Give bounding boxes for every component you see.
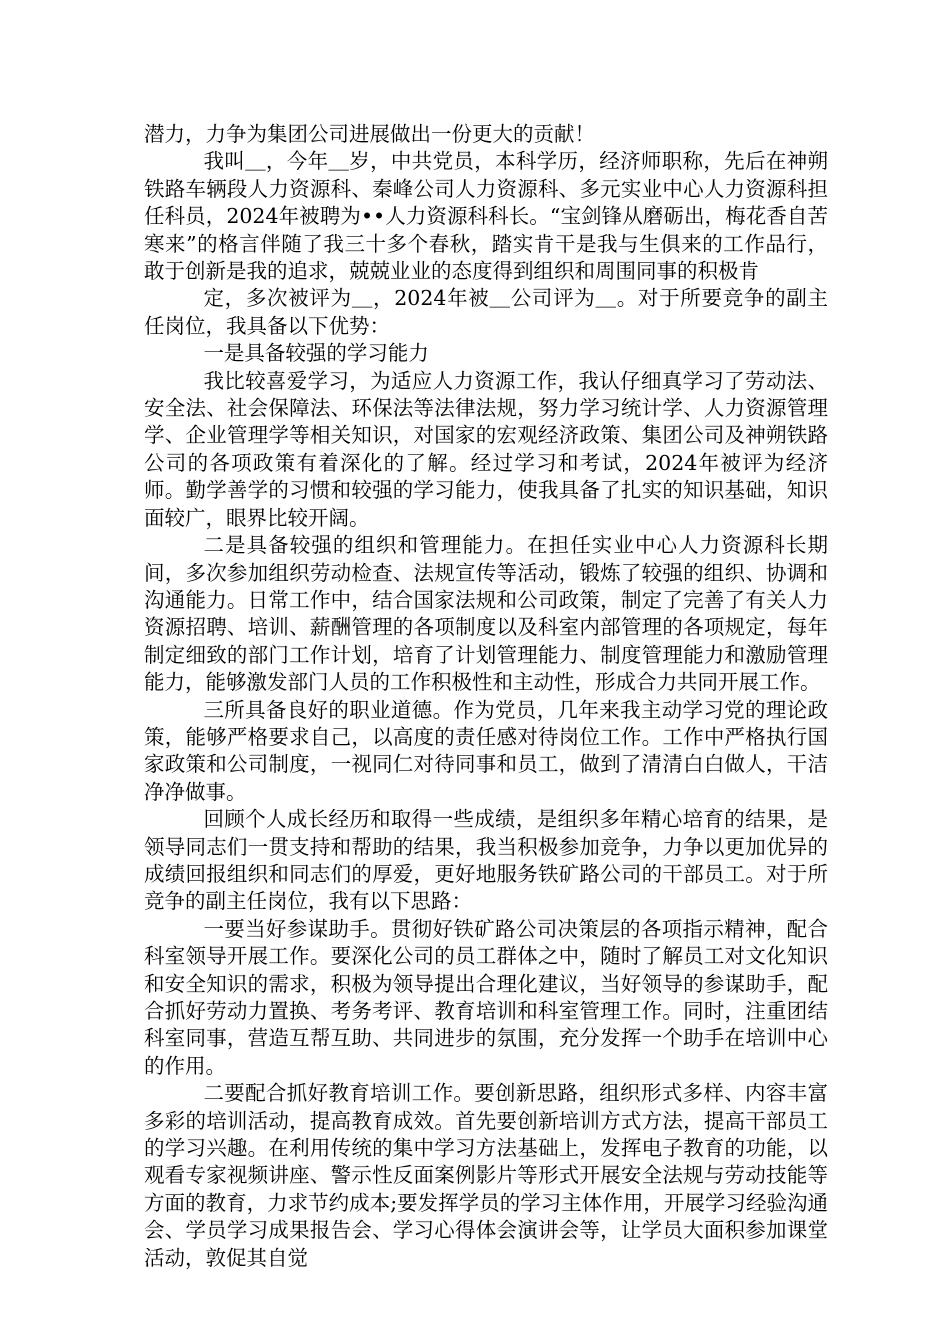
paragraph-plan-training: 二要配合抓好教育培训工作。要创新思路，组织形式多样、内容丰富多彩的培训活动，提高教育成效。首先要创新培训方式方法，提高干部员工的学习兴趣。在利用传统的集中学习方法基础上，发挥电子教育的功能，以观看专家视频讲座、警示性反面案例影片等形式开展安全法规与劳动技能等方面的教育，力求节约成本;要发挥学员的学习主体作用，开展学习经验沟通会、学员学习成果报告会、学习心得体会演讲会等，让学员大面积参加课堂活动，敦促其自觉 <box>144 1081 828 1270</box>
paragraph-self-introduction: 我叫＿，今年＿岁，中共党员，本科学历，经济师职称，先后在神朔铁路车辆段人力资源科、秦峰公司人力资源科、多元实业中心人力资源科担任科员，2024年被聘为••人力资源科科长。“宝剑锋从磨砺出，梅花香自苦寒来”的格言伴随了我三十多个春秋，踏实肯干是我与生俱来的工作品行，敢于创新是我的追求，兢兢业业的态度得到组织和周围同事的积极肯 <box>144 149 828 284</box>
paragraph-management-ability: 二是具备较强的组织和管理能力。在担任实业中心人力资源科长期间，多次参加组织劳动检查、法规宣传等活动，锻炼了较强的组织、协调和沟通能力。日常工作中，结合国家法规和公司政策，制定了完善了有关人力资源招聘、培训、薪酬管理的各项制度以及科室内部管理的各项规定，每年制定细致的部门工作计划，培育了计划管理能力、制度管理能力和激励管理能力，能够激发部门人员的工作积极性和主动性，形成合力共同开展工作。 <box>144 533 828 695</box>
paragraph-honors: 定，多次被评为＿，2024年被＿公司评为＿。对于所要竞争的副主任岗位，我具备以下优势： <box>144 286 828 338</box>
paragraph-plan-assistant: 一要当好参谋助手。贯彻好铁矿路公司决策层的各项指示精神，配合科室领导开展工作。要深化公司的员工群体之中，随时了解员工对文化知识和安全知识的需求，积极为领导提出合理化建议，当好领导的参谋助手，配合抓好劳动力置换、考务考评、教育培训和科室管理工作。同时，注重团结科室同事，营造互帮互助、共同进步的氛围，充分发挥一个助手在培训中心的作用。 <box>144 916 828 1078</box>
paragraph-review: 回顾个人成长经历和取得一些成绩，是组织多年精心培育的结果，是领导同志们一贯支持和帮助的结果，我当积极参加竞争，力争以更加优异的成绩回报组织和同志们的厚爱，更好地服务铁矿路公司的干部员工。对于所竞争的副主任岗位，我有以下思路： <box>144 807 828 914</box>
paragraph-heading-learning: 一是具备较强的学习能力 <box>203 341 429 366</box>
paragraph-learning-ability: 我比较喜爱学习，为适应人力资源工作，我认仔细真学习了劳动法、安全法、社会保障法、环保法等法律法规，努力学习统计学、人力资源管理学、企业管理学等相关知识，对国家的宏观经济政策、集团公司及神朔铁路公司的各项政策有着深化的了解。经过学习和考试，2024年被评为经济师。勤学善学的习惯和较强的学习能力，使我具备了扎实的知识基础，知识面较广，眼界比较开阔。 <box>144 368 828 530</box>
document-body <box>144 121 828 1272</box>
paragraph-continuation: 潜力，力争为集团公司进展做出一份更大的贡献！ <box>144 122 595 146</box>
paragraph-professional-ethics: 三所具备良好的职业道德。作为党员，几年来我主动学习党的理论政策，能够严格要求自己，以高度的责任感对待岗位工作。工作中严格执行国家政策和公司制度，一视同仁对待同事和员工，做到了清清白白做人，干洁净净做事。 <box>144 697 828 804</box>
